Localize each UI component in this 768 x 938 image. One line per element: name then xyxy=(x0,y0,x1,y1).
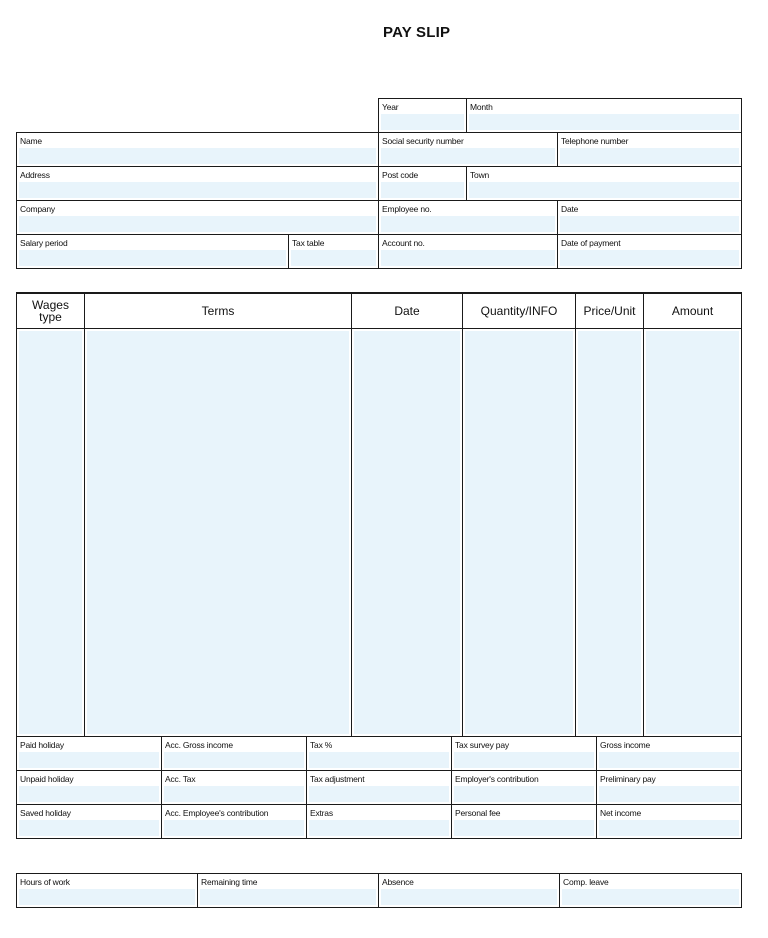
year-field[interactable] xyxy=(378,98,467,133)
unpaid-holiday-field[interactable] xyxy=(16,770,162,805)
tax-pct-label: Tax % xyxy=(310,740,333,750)
net-income-label: Net income xyxy=(600,808,641,818)
amount-column[interactable] xyxy=(643,328,742,737)
date-of-payment-field[interactable] xyxy=(557,234,742,269)
date-label: Date xyxy=(561,204,579,214)
salary-period-label: Salary period xyxy=(20,238,68,248)
paid-holiday-field[interactable] xyxy=(16,736,162,771)
extras-field[interactable] xyxy=(306,804,452,839)
address-label: Address xyxy=(20,170,50,180)
personal-fee-input[interactable] xyxy=(454,820,594,836)
personal-fee-field[interactable] xyxy=(451,804,597,839)
name-field[interactable] xyxy=(16,132,379,167)
company-field[interactable] xyxy=(16,200,379,235)
telephone-field[interactable] xyxy=(557,132,742,167)
tax-survey-pay-label: Tax survey pay xyxy=(455,740,509,750)
remaining-time-field[interactable] xyxy=(197,873,379,908)
month-field[interactable] xyxy=(466,98,742,133)
tax-table-label: Tax table xyxy=(292,238,325,248)
paid-holiday-label: Paid holiday xyxy=(20,740,64,750)
telephone-label: Telephone number xyxy=(561,136,629,146)
town-label: Town xyxy=(470,170,490,180)
extras-label: Extras xyxy=(310,808,333,818)
tax-adjustment-field[interactable] xyxy=(306,770,452,805)
year-input[interactable] xyxy=(381,114,464,130)
post-code-field[interactable] xyxy=(378,166,467,201)
saved-holiday-field[interactable] xyxy=(16,804,162,839)
tax-pct-input[interactable] xyxy=(309,752,449,768)
employee-no-input[interactable] xyxy=(381,216,555,232)
ssn-field[interactable] xyxy=(378,132,558,167)
address-field[interactable] xyxy=(16,166,379,201)
page-title: PAY SLIP xyxy=(383,24,451,41)
acc-gross-income-field[interactable] xyxy=(161,736,307,771)
salary-period-field[interactable] xyxy=(16,234,289,269)
personal-fee-label: Personal fee xyxy=(455,808,501,818)
comp-leave-input[interactable] xyxy=(562,889,739,905)
saved-holiday-label: Saved holiday xyxy=(20,808,71,818)
address-input[interactable] xyxy=(19,182,376,198)
acc-gross-income-label: Acc. Gross income xyxy=(165,740,233,750)
tax-adjustment-label: Tax adjustment xyxy=(310,774,365,784)
tax-survey-pay-field[interactable] xyxy=(451,736,597,771)
acc-tax-input[interactable] xyxy=(164,786,304,802)
col-header-wages-type: Wages type xyxy=(16,293,85,329)
month-input[interactable] xyxy=(469,114,739,130)
hours-of-work-field[interactable] xyxy=(16,873,198,908)
tax-table-field[interactable] xyxy=(288,234,379,269)
year-label: Year xyxy=(382,102,399,112)
extras-input[interactable] xyxy=(309,820,449,836)
acc-employees-contribution-input[interactable] xyxy=(164,820,304,836)
date-field[interactable] xyxy=(557,200,742,235)
employers-contribution-label: Employer's contribution xyxy=(455,774,539,784)
month-label: Month xyxy=(470,102,493,112)
employee-no-field[interactable] xyxy=(378,200,558,235)
company-input[interactable] xyxy=(19,216,376,232)
account-no-field[interactable] xyxy=(378,234,558,269)
tax-pct-field[interactable] xyxy=(306,736,452,771)
name-label: Name xyxy=(20,136,42,146)
tax-adjustment-input[interactable] xyxy=(309,786,449,802)
absence-field[interactable] xyxy=(378,873,560,908)
preliminary-pay-field[interactable] xyxy=(596,770,742,805)
net-income-input[interactable] xyxy=(599,820,739,836)
gross-income-field[interactable] xyxy=(596,736,742,771)
account-no-label: Account no. xyxy=(382,238,425,248)
acc-tax-field[interactable] xyxy=(161,770,307,805)
date-of-payment-label: Date of payment xyxy=(561,238,621,248)
comp-leave-field[interactable] xyxy=(559,873,742,908)
date-of-payment-input[interactable] xyxy=(560,250,739,266)
hours-of-work-label: Hours of work xyxy=(20,877,70,887)
town-input[interactable] xyxy=(469,182,739,198)
quantity-info-column[interactable] xyxy=(462,328,576,737)
remaining-time-label: Remaining time xyxy=(201,877,258,887)
acc-gross-income-input[interactable] xyxy=(164,752,304,768)
col-header-amount: Amount xyxy=(643,293,742,329)
wages-type-column[interactable] xyxy=(16,328,85,737)
preliminary-pay-label: Preliminary pay xyxy=(600,774,656,784)
account-no-input[interactable] xyxy=(381,250,555,266)
col-header-quantity-info: Quantity/INFO xyxy=(462,293,576,329)
date-column[interactable] xyxy=(351,328,463,737)
acc-employees-contribution-field[interactable] xyxy=(161,804,307,839)
tax-table-input[interactable] xyxy=(291,250,376,266)
acc-tax-label: Acc. Tax xyxy=(165,774,196,784)
col-header-price-unit: Price/Unit xyxy=(575,293,644,329)
unpaid-holiday-label: Unpaid holiday xyxy=(20,774,74,784)
ssn-input[interactable] xyxy=(381,148,555,164)
tax-survey-pay-input[interactable] xyxy=(454,752,594,768)
preliminary-pay-input[interactable] xyxy=(599,786,739,802)
gross-income-label: Gross income xyxy=(600,740,651,750)
hours-of-work-input[interactable] xyxy=(19,889,195,905)
post-code-label: Post code xyxy=(382,170,419,180)
salary-period-input[interactable] xyxy=(19,250,286,266)
comp-leave-label: Comp. leave xyxy=(563,877,609,887)
company-label: Company xyxy=(20,204,55,214)
absence-label: Absence xyxy=(382,877,414,887)
col-header-date: Date xyxy=(351,293,463,329)
employee-no-label: Employee no. xyxy=(382,204,432,214)
acc-employees-contribution-label: Acc. Employee's contribution xyxy=(165,808,269,818)
net-income-field[interactable] xyxy=(596,804,742,839)
gross-income-input[interactable] xyxy=(599,752,739,768)
paid-holiday-input[interactable] xyxy=(19,752,159,768)
col-header-terms: Terms xyxy=(84,293,352,329)
employers-contribution-input[interactable] xyxy=(454,786,594,802)
ssn-label: Social security number xyxy=(382,136,464,146)
name-input[interactable] xyxy=(19,148,376,164)
employers-contribution-field[interactable] xyxy=(451,770,597,805)
saved-holiday-input[interactable] xyxy=(19,820,159,836)
date-input[interactable] xyxy=(560,216,739,232)
remaining-time-input[interactable] xyxy=(200,889,376,905)
terms-column[interactable] xyxy=(84,328,352,737)
absence-input[interactable] xyxy=(381,889,557,905)
unpaid-holiday-input[interactable] xyxy=(19,786,159,802)
telephone-input[interactable] xyxy=(560,148,739,164)
town-field[interactable] xyxy=(466,166,742,201)
post-code-input[interactable] xyxy=(381,182,464,198)
price-unit-column[interactable] xyxy=(575,328,644,737)
